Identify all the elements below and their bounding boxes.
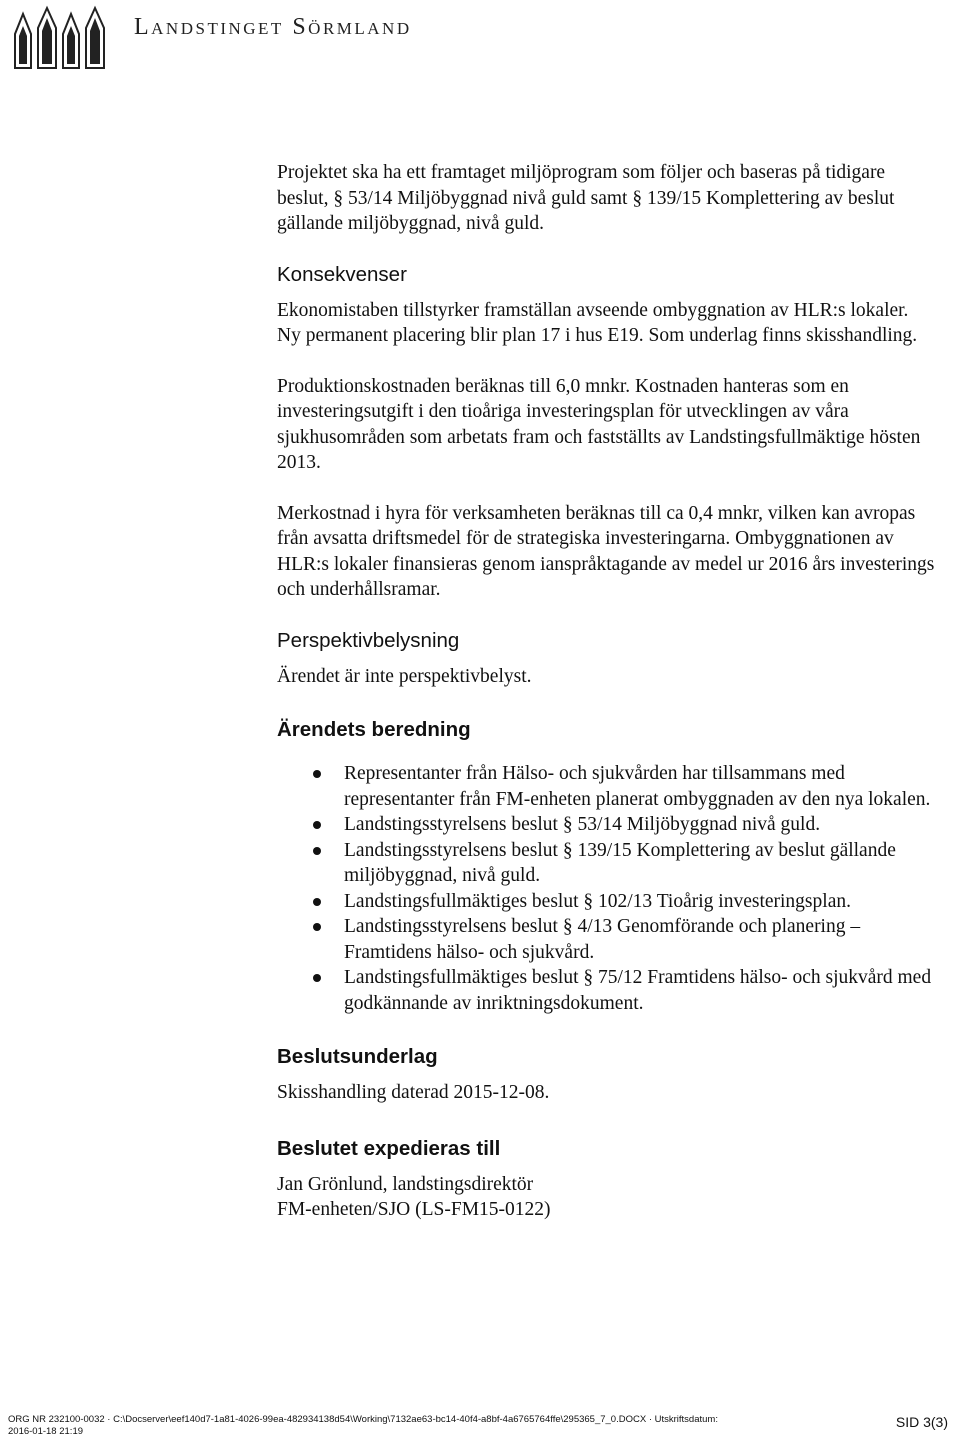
paragraph-merkostnad: Merkostnad i hyra för verksamheten beräknas till ca 0,4 mnkr, vilken kan avropas från avsatta driftsmedel för de strategiska investeringarna. Ombyggnationen av HLR:s lokaler finansieras genom ianspråktagande av medel ur 2016 års investerings och underhållsramar. [277, 502, 935, 600]
beredning-list [277, 761, 937, 1016]
bullet-icon [313, 821, 321, 829]
heading-perspektivbelysning: Perspektivbelysning [277, 628, 460, 652]
document-body [277, 160, 937, 1248]
list-item: Representanter från Hälso- och sjukvården har tillsammans med representanter från FM-enheten planerat ombyggnaden av den nya lokalen. [277, 761, 937, 812]
landstinget-sormland-logo [10, 4, 120, 72]
bullet-icon [313, 974, 321, 982]
recipient-line-1: Jan Grönlund, landstingsdirektör [277, 1173, 534, 1195]
heading-arendets-beredning: Ärendets beredning [277, 718, 471, 741]
heading-beslutsunderlag: Beslutsunderlag [277, 1045, 438, 1068]
footer-document-info [8, 1414, 718, 1438]
footer-print-date: 2016-01-18 21:19 [8, 1426, 84, 1437]
organization-name: Landstinget Sörmland [134, 14, 412, 40]
bullet-icon [313, 770, 321, 778]
paragraph-produktionskostnad: Produktionskostnaden beräknas till 6,0 mnkr. Kostnaden hanteras som en investeringsutgift i den tioåriga investeringsplan för utvecklingen av våra sjukhusområden som arbetats fram och fastställts av Landstingsfullmäktige hösten 2013. [277, 375, 921, 473]
heading-konsekvenser: Konsekvenser [277, 262, 407, 286]
list-item: Landstingsfullmäktiges beslut § 102/13 Tioårig investeringsplan. [277, 889, 937, 915]
bullet-icon [313, 898, 321, 906]
paragraph-perspektivbelysning: Ärendet är inte perspektivbelyst. [277, 665, 532, 687]
list-item: Landstingsfullmäktiges beslut § 75/12 Framtidens hälso- och sjukvård med godkännande av inriktningsdokument. [277, 965, 937, 1016]
paragraph-ekonomistaben: Ekonomistaben tillstyrker framställan avseende ombyggnation av HLR:s lokaler. Ny permanent placering blir plan 17 i hus E19. Som underlag finns skisshandling. [277, 299, 918, 346]
page-number: SID 3(3) [895, 1414, 948, 1430]
paragraph-skisshandling: Skisshandling daterad 2015-12-08. [277, 1082, 550, 1103]
paragraph-miljoprogram: Projektet ska ha ett framtaget miljöprogram som följer och baseras på tidigare beslut, § 53/14 Miljöbyggnad nivå guld samt § 139/15 Komplettering av beslut gällande miljöbyggnad, nivå guld. [277, 162, 895, 234]
list-item: Landstingsstyrelsens beslut § 139/15 Komplettering av beslut gällande miljöbyggnad, nivå guld. [277, 838, 937, 889]
bullet-icon [313, 847, 321, 855]
recipient-line-2: FM-enheten/SJO (LS-FM15-0122) [277, 1199, 551, 1220]
heading-beslutet-expedieras: Beslutet expedieras till [277, 1136, 501, 1160]
bullet-icon [313, 923, 321, 931]
list-item: Landstingsstyrelsens beslut § 53/14 Miljöbyggnad nivå guld. [277, 812, 937, 838]
footer-path-line: ORG NR 232100-0032 · C:\Docserver\eef140d7-1a81-4026-99ea-482934138d54\Working\7132ae63-bc14-40f4-a8bf-4a6765764ffe\295365_7_0.DOCX · Utskriftsdatum: [8, 1414, 718, 1425]
list-item: Landstingsstyrelsens beslut § 4/13 Genomförande och planering – Framtidens hälso- och sjukvård. [277, 914, 937, 965]
